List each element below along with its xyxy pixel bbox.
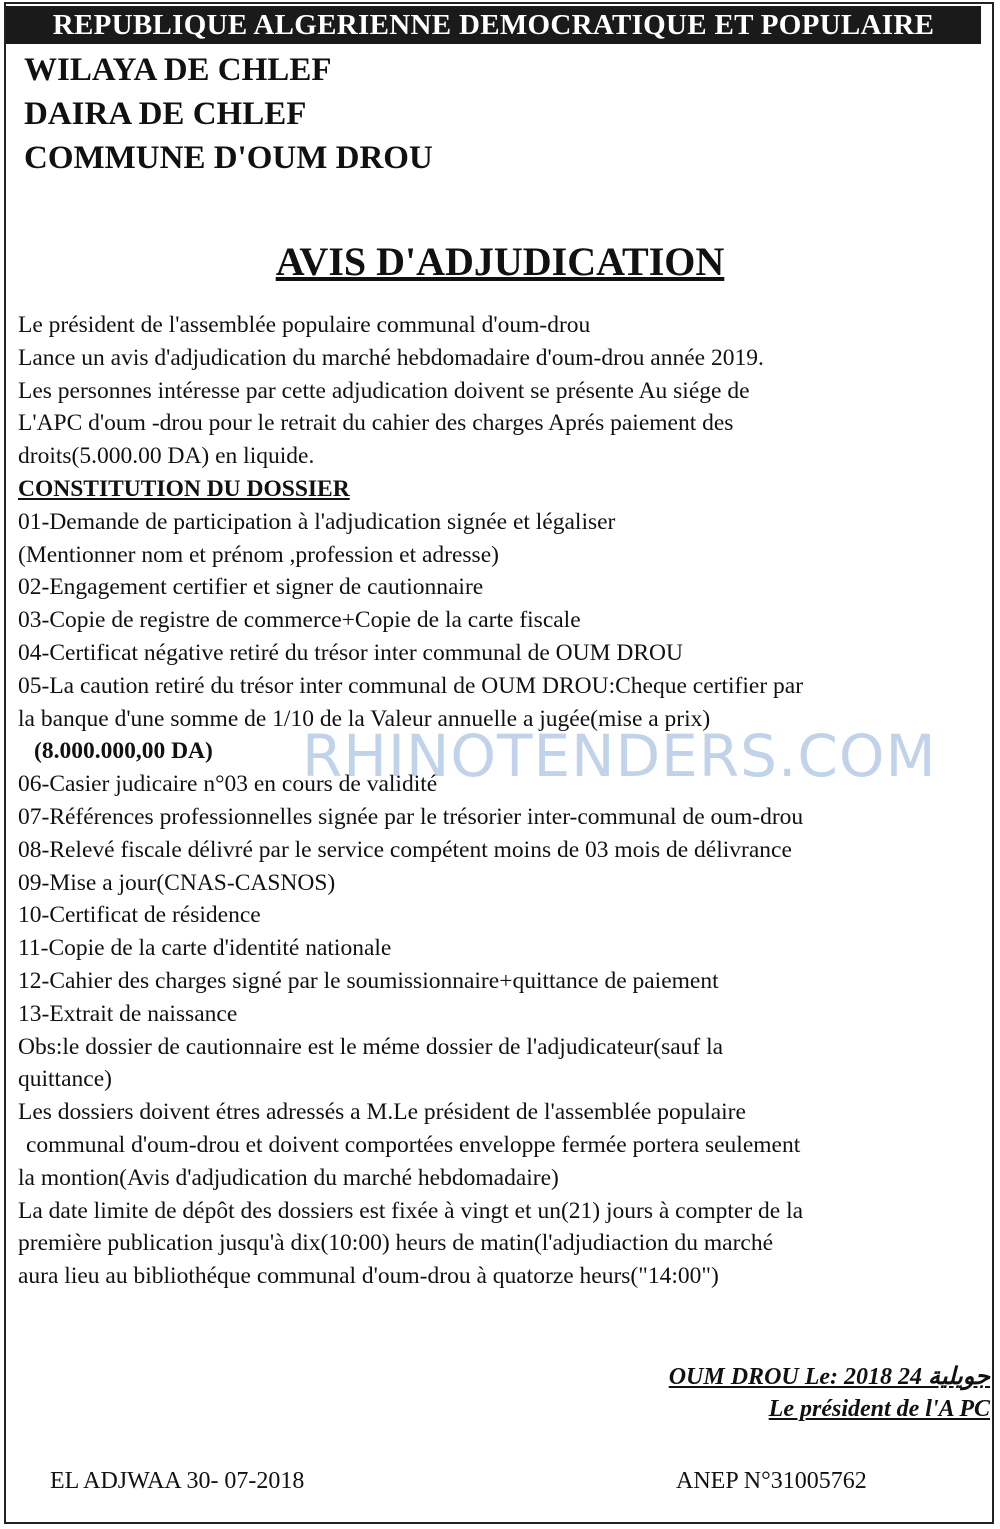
note-line: quittance) bbox=[18, 1066, 112, 1093]
dossier-item: la banque d'une somme de 1/10 de la Valeur annuelle a jugée(mise a prix) bbox=[18, 705, 711, 732]
note-line: aura lieu au bibliothéque communal d'oum-drou à quatorze heurs("14:00") bbox=[18, 1263, 719, 1290]
dossier-item: (Mentionner nom et prénom ,profession et adresse) bbox=[18, 541, 499, 568]
dossier-item: 09-Mise a jour(CNAS-CASNOS) bbox=[18, 869, 336, 896]
intro-line: droits(5.000.00 DA) en liquide. bbox=[18, 443, 315, 470]
dossier-item: 05-La caution retiré du trésor inter communal de OUM DROU:Cheque certifier par bbox=[18, 672, 804, 699]
dossier-item: 04-Certificat négative retiré du trésor inter communal de OUM DROU bbox=[18, 639, 683, 666]
section-heading: CONSTITUTION DU DOSSIER bbox=[18, 475, 350, 502]
note-line: première publication jusqu'à dix(10:00) heurs de matin(l'adjudiaction du marché bbox=[18, 1230, 774, 1257]
footer-anep-number: ANEP N°31005762 bbox=[676, 1468, 867, 1494]
republic-banner: REPUBLIQUE ALGERIENNE DEMOCRATIQUE ET POPULAIRE bbox=[6, 6, 981, 44]
dossier-item: 08-Relevé fiscale délivré par le service compétent moins de 03 mois de délivrance bbox=[18, 836, 792, 863]
dossier-item: 03-Copie de registre de commerce+Copie de la carte fiscale bbox=[18, 607, 581, 634]
notice-body bbox=[18, 309, 988, 1293]
dossier-item: 02-Engagement certifier et signer de cautionnaire bbox=[18, 574, 484, 601]
dossier-item: 06-Casier judicaire n°03 en cours de validité bbox=[18, 771, 438, 798]
watermark: RHINOTENDERS.COM bbox=[302, 722, 937, 790]
note-line: La date limite de dépôt des dossiers est fixée à vingt et un(21) jours à compter de la bbox=[18, 1197, 804, 1224]
dossier-item: 07-Références professionnelles signée par le trésorier inter-communal de oum-drou bbox=[18, 803, 804, 830]
dossier-item: 11-Copie de la carte d'identité nationale bbox=[18, 935, 392, 962]
signature-date: OUM DROU Le: 2018 جويلية 24 bbox=[668, 1364, 990, 1390]
signature-title: Le président de l'A PC bbox=[768, 1396, 990, 1422]
dossier-item: 10-Certificat de résidence bbox=[18, 902, 261, 929]
note-line: Les dossiers doivent étres adressés a M.Le président de l'assemblée populaire bbox=[18, 1099, 746, 1126]
header-wilaya: WILAYA DE CHLEF bbox=[24, 52, 332, 88]
note-line: la montion(Avis d'adjudication du marché hebdomadaire) bbox=[18, 1164, 559, 1191]
intro-line: Lance un avis d'adjudication du marché hebdomadaire d'oum-drou année 2019. bbox=[18, 344, 764, 371]
intro-line: L'APC d'oum -drou pour le retrait du cahier des charges Aprés paiement des bbox=[18, 410, 734, 437]
dossier-item: 12-Cahier des charges signé par le soumissionnaire+quittance de paiement bbox=[18, 967, 719, 994]
bid-amount: (8.000.000,00 DA) bbox=[34, 738, 213, 765]
header-daira: DAIRA DE CHLEF bbox=[24, 96, 307, 132]
note-line: communal d'oum-drou et doivent comportées enveloppe fermée portera seulement bbox=[26, 1131, 801, 1158]
note-line: Obs:le dossier de cautionnaire est le méme dossier de l'adjudicateur(sauf la bbox=[18, 1033, 724, 1060]
intro-line: Les personnes intéresse par cette adjudication doivent se présente Au siége de bbox=[18, 377, 750, 404]
dossier-item: 01-Demande de participation à l'adjudication signée et légaliser bbox=[18, 508, 616, 535]
intro-line: Le président de l'assemblée populaire communal d'oum-drou bbox=[18, 312, 591, 338]
notice-title: AVIS D'ADJUDICATION bbox=[275, 239, 725, 284]
header-commune: COMMUNE D'OUM DROU bbox=[24, 140, 433, 176]
footer-publication: EL ADJWAA 30- 07-2018 bbox=[50, 1468, 305, 1494]
dossier-item: 13-Extrait de naissance bbox=[18, 1000, 238, 1027]
